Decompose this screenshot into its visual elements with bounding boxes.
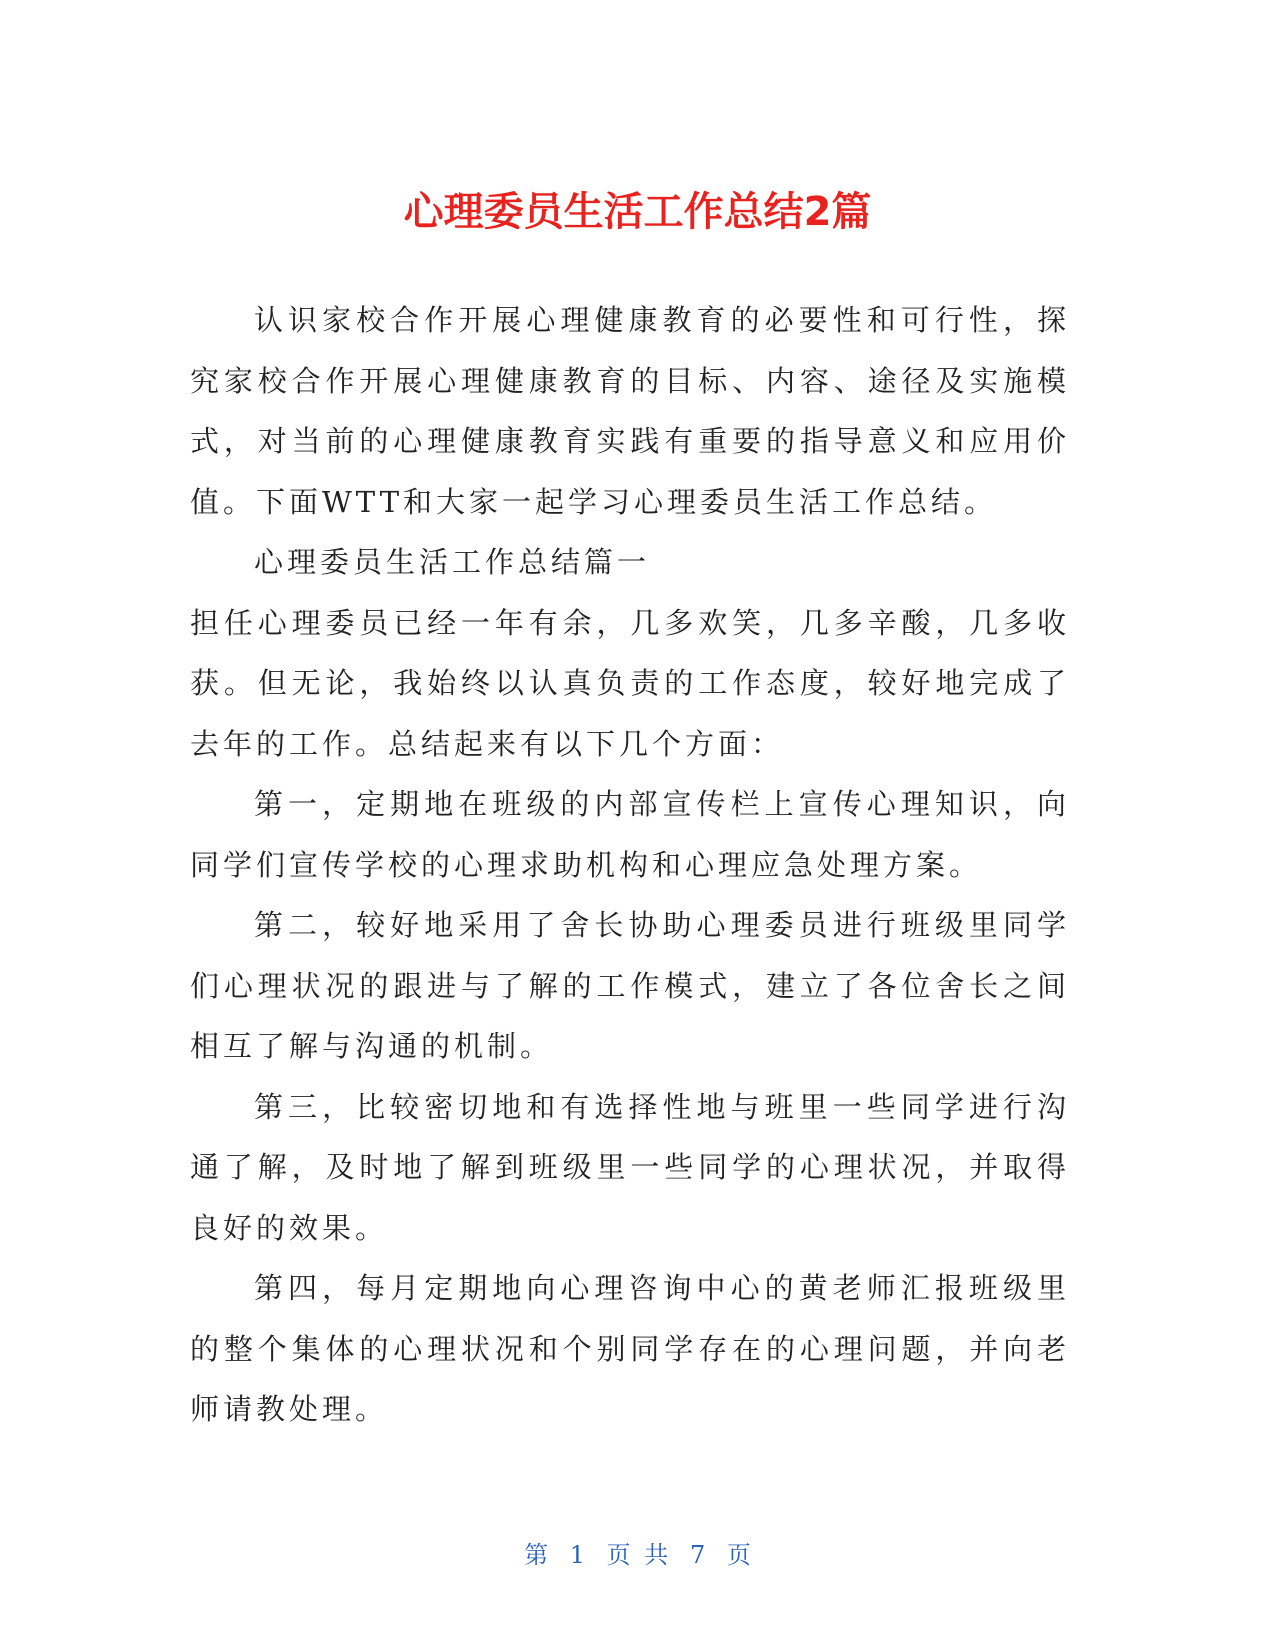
footer-page-number: 1 — [569, 1541, 586, 1569]
page-footer — [0, 1540, 1275, 1570]
footer-total-pages: 7 — [689, 1541, 706, 1569]
point-two-paragraph: 第二，较好地采用了舍长协助心理委员进行班级里同学们心理状况的跟进与了解的工作模式，建立了各位舍长之间相互了解与沟通的机制。 — [190, 908, 1070, 1063]
point-four-paragraph: 第四，每月定期地向心理咨询中心的黄老师汇报班级里的整个集体的心理状况和个别同学存在的心理问题，并向老师请教处理。 — [190, 1271, 1070, 1426]
footer-middle: 页 共 — [606, 1541, 669, 1569]
point-one-paragraph: 第一，定期地在班级的内部宣传栏上宣传心理知识，向同学们宣传学校的心理求助机构和心理应急处理方案。 — [190, 787, 1070, 882]
document-body — [190, 290, 1070, 1440]
footer-suffix: 页 — [726, 1541, 751, 1569]
point-three-paragraph: 第三，比较密切地和有选择性地与班里一些同学进行沟通了解，及时地了解到班级里一些同学的心理状况，并取得良好的效果。 — [190, 1089, 1070, 1245]
summary-paragraph: 担任心理委员已经一年有余，几多欢笑，几多辛酸，几多收获。但无论，我始终以认真负责的工作态度，较好地完成了去年的工作。总结起来有以下几个方面： — [190, 605, 1070, 761]
footer-prefix: 第 — [524, 1541, 549, 1569]
document-title: 心理委员生活工作总结2篇 — [403, 188, 872, 235]
intro-paragraph: 认识家校合作开展心理健康教育的必要性和可行性，探究家校合作开展心理健康教育的目标、内容、途径及实施模式，对当前的心理健康教育实践有重要的指导意义和应用价值。下面WTT和大家一起学习心理委员生活工作总结。 — [190, 303, 1070, 519]
section-heading: 心理委员生活工作总结篇一 — [254, 545, 651, 579]
